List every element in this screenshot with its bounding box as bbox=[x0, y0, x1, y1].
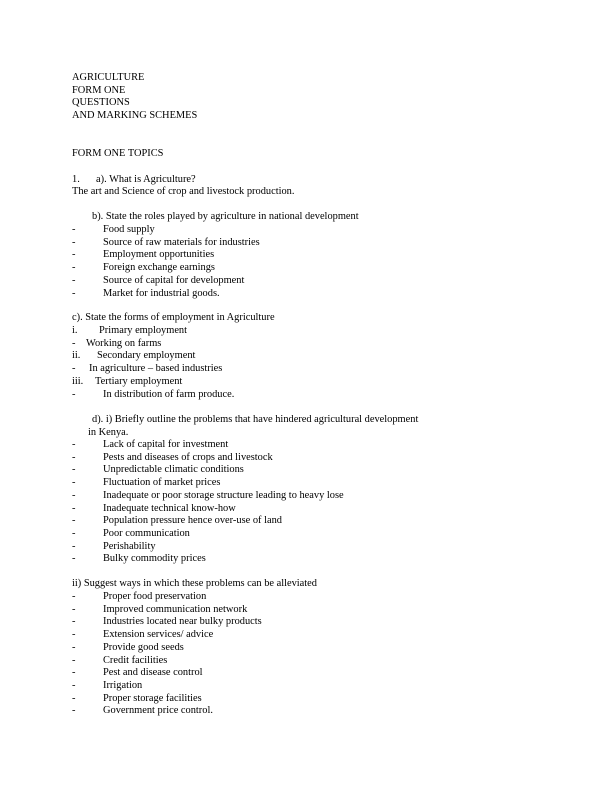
list-item: Food supply bbox=[103, 224, 155, 235]
question-1d-ii: ii) Suggest ways in which these problems can be alleviated bbox=[72, 578, 317, 589]
list-dash: - bbox=[72, 679, 76, 691]
dash-symbol: - bbox=[72, 389, 76, 400]
list-dash: - bbox=[72, 477, 76, 489]
list-dash: - bbox=[72, 249, 76, 261]
list-item: Improved communication network bbox=[103, 603, 248, 615]
dash-symbol: - bbox=[72, 338, 76, 349]
question-1c: c). State the forms of employment in Agriculture bbox=[72, 312, 275, 323]
question-1d-line2: in Kenya. bbox=[88, 427, 129, 438]
form-label-secondary: Secondary employment bbox=[97, 350, 196, 361]
list-item: Market for industrial goods. bbox=[103, 287, 220, 299]
list-item: Bulky commodity prices bbox=[103, 553, 206, 565]
list-item: Proper food preservation bbox=[103, 591, 207, 602]
list-dash: - bbox=[72, 502, 76, 514]
question-1a: a). What is Agriculture? bbox=[96, 174, 196, 185]
list-item: Perishability bbox=[103, 540, 156, 552]
list-dash: - bbox=[72, 527, 76, 539]
list-dash: - bbox=[72, 489, 76, 501]
title-agriculture: AGRICULTURE bbox=[72, 72, 145, 83]
list-item: Inadequate technical know-how bbox=[103, 502, 236, 514]
list-dash: - bbox=[72, 667, 76, 679]
topics-heading: FORM ONE TOPICS bbox=[72, 148, 164, 159]
list-dash: - bbox=[72, 692, 76, 704]
list-item: Credit facilities bbox=[103, 654, 168, 666]
list-item: Unpredictable climatic conditions bbox=[103, 464, 244, 476]
list-item: Pest and disease control bbox=[103, 667, 203, 679]
list-item: Inadequate or poor storage structure leading to heavy lose bbox=[103, 489, 344, 501]
list-item: Provide good seeds bbox=[103, 641, 184, 653]
list-item: Pests and diseases of crops and livestock bbox=[103, 451, 273, 463]
list-dash: - bbox=[72, 616, 76, 628]
form-numeral-i: i. bbox=[72, 325, 78, 336]
title-marking-schemes: AND MARKING SCHEMES bbox=[72, 110, 198, 121]
list-dash: - bbox=[72, 439, 76, 450]
list-dash: - bbox=[72, 603, 76, 615]
form-detail-tertiary: In distribution of farm produce. bbox=[103, 389, 235, 400]
form-detail-primary: Working on farms bbox=[86, 338, 162, 349]
form-detail-secondary: In agriculture – based industries bbox=[89, 363, 223, 374]
list-item: Proper storage facilities bbox=[103, 692, 202, 704]
list-item: Fluctuation of market prices bbox=[103, 477, 221, 489]
list-item: Source of raw materials for industries bbox=[103, 236, 260, 248]
list-dash: - bbox=[72, 224, 76, 235]
list-item: Lack of capital for investment bbox=[103, 439, 229, 450]
question-number-1: 1. bbox=[72, 174, 80, 185]
form-numeral-iii: iii. bbox=[72, 376, 84, 387]
form-label-tertiary: Tertiary employment bbox=[95, 376, 183, 387]
list-dash: - bbox=[72, 641, 76, 653]
list-dash: - bbox=[72, 262, 76, 274]
list-dash: - bbox=[72, 654, 76, 666]
list-item: Source of capital for development bbox=[103, 274, 245, 286]
list-item: Government price control. bbox=[103, 705, 213, 717]
list-item: Poor communication bbox=[103, 527, 190, 539]
list-item: Foreign exchange earnings bbox=[103, 262, 215, 274]
list-dash: - bbox=[72, 515, 76, 527]
list-item: Population pressure hence over-use of land bbox=[103, 515, 282, 527]
list-dash: - bbox=[72, 451, 76, 463]
list-dash: - bbox=[72, 540, 76, 552]
form-label-primary: Primary employment bbox=[99, 325, 188, 336]
form-numeral-ii: ii. bbox=[72, 350, 81, 361]
list-item: Employment opportunities bbox=[103, 249, 215, 261]
list-dash: - bbox=[72, 591, 76, 602]
list-dash: - bbox=[72, 629, 76, 641]
list-dash: - bbox=[72, 236, 76, 248]
list-item: Irrigation bbox=[103, 679, 143, 691]
list-item: Industries located near bulky products bbox=[103, 616, 262, 628]
answer-1a: The art and Science of crop and livestock production. bbox=[72, 186, 295, 197]
list-dash: - bbox=[72, 287, 76, 299]
question-1d-line1: d). i) Briefly outline the problems that have hindered agricultural development bbox=[92, 414, 419, 425]
list-dash: - bbox=[72, 274, 76, 286]
dash-symbol: - bbox=[72, 363, 76, 374]
question-1b: b). State the roles played by agriculture in national development bbox=[92, 211, 359, 222]
title-questions: QUESTIONS bbox=[72, 97, 130, 108]
list-dash: - bbox=[72, 464, 76, 476]
list-dash: - bbox=[72, 553, 76, 565]
title-form-one: FORM ONE bbox=[72, 85, 126, 96]
list-item: Extension services/ advice bbox=[103, 629, 214, 641]
list-dash: - bbox=[72, 705, 76, 717]
